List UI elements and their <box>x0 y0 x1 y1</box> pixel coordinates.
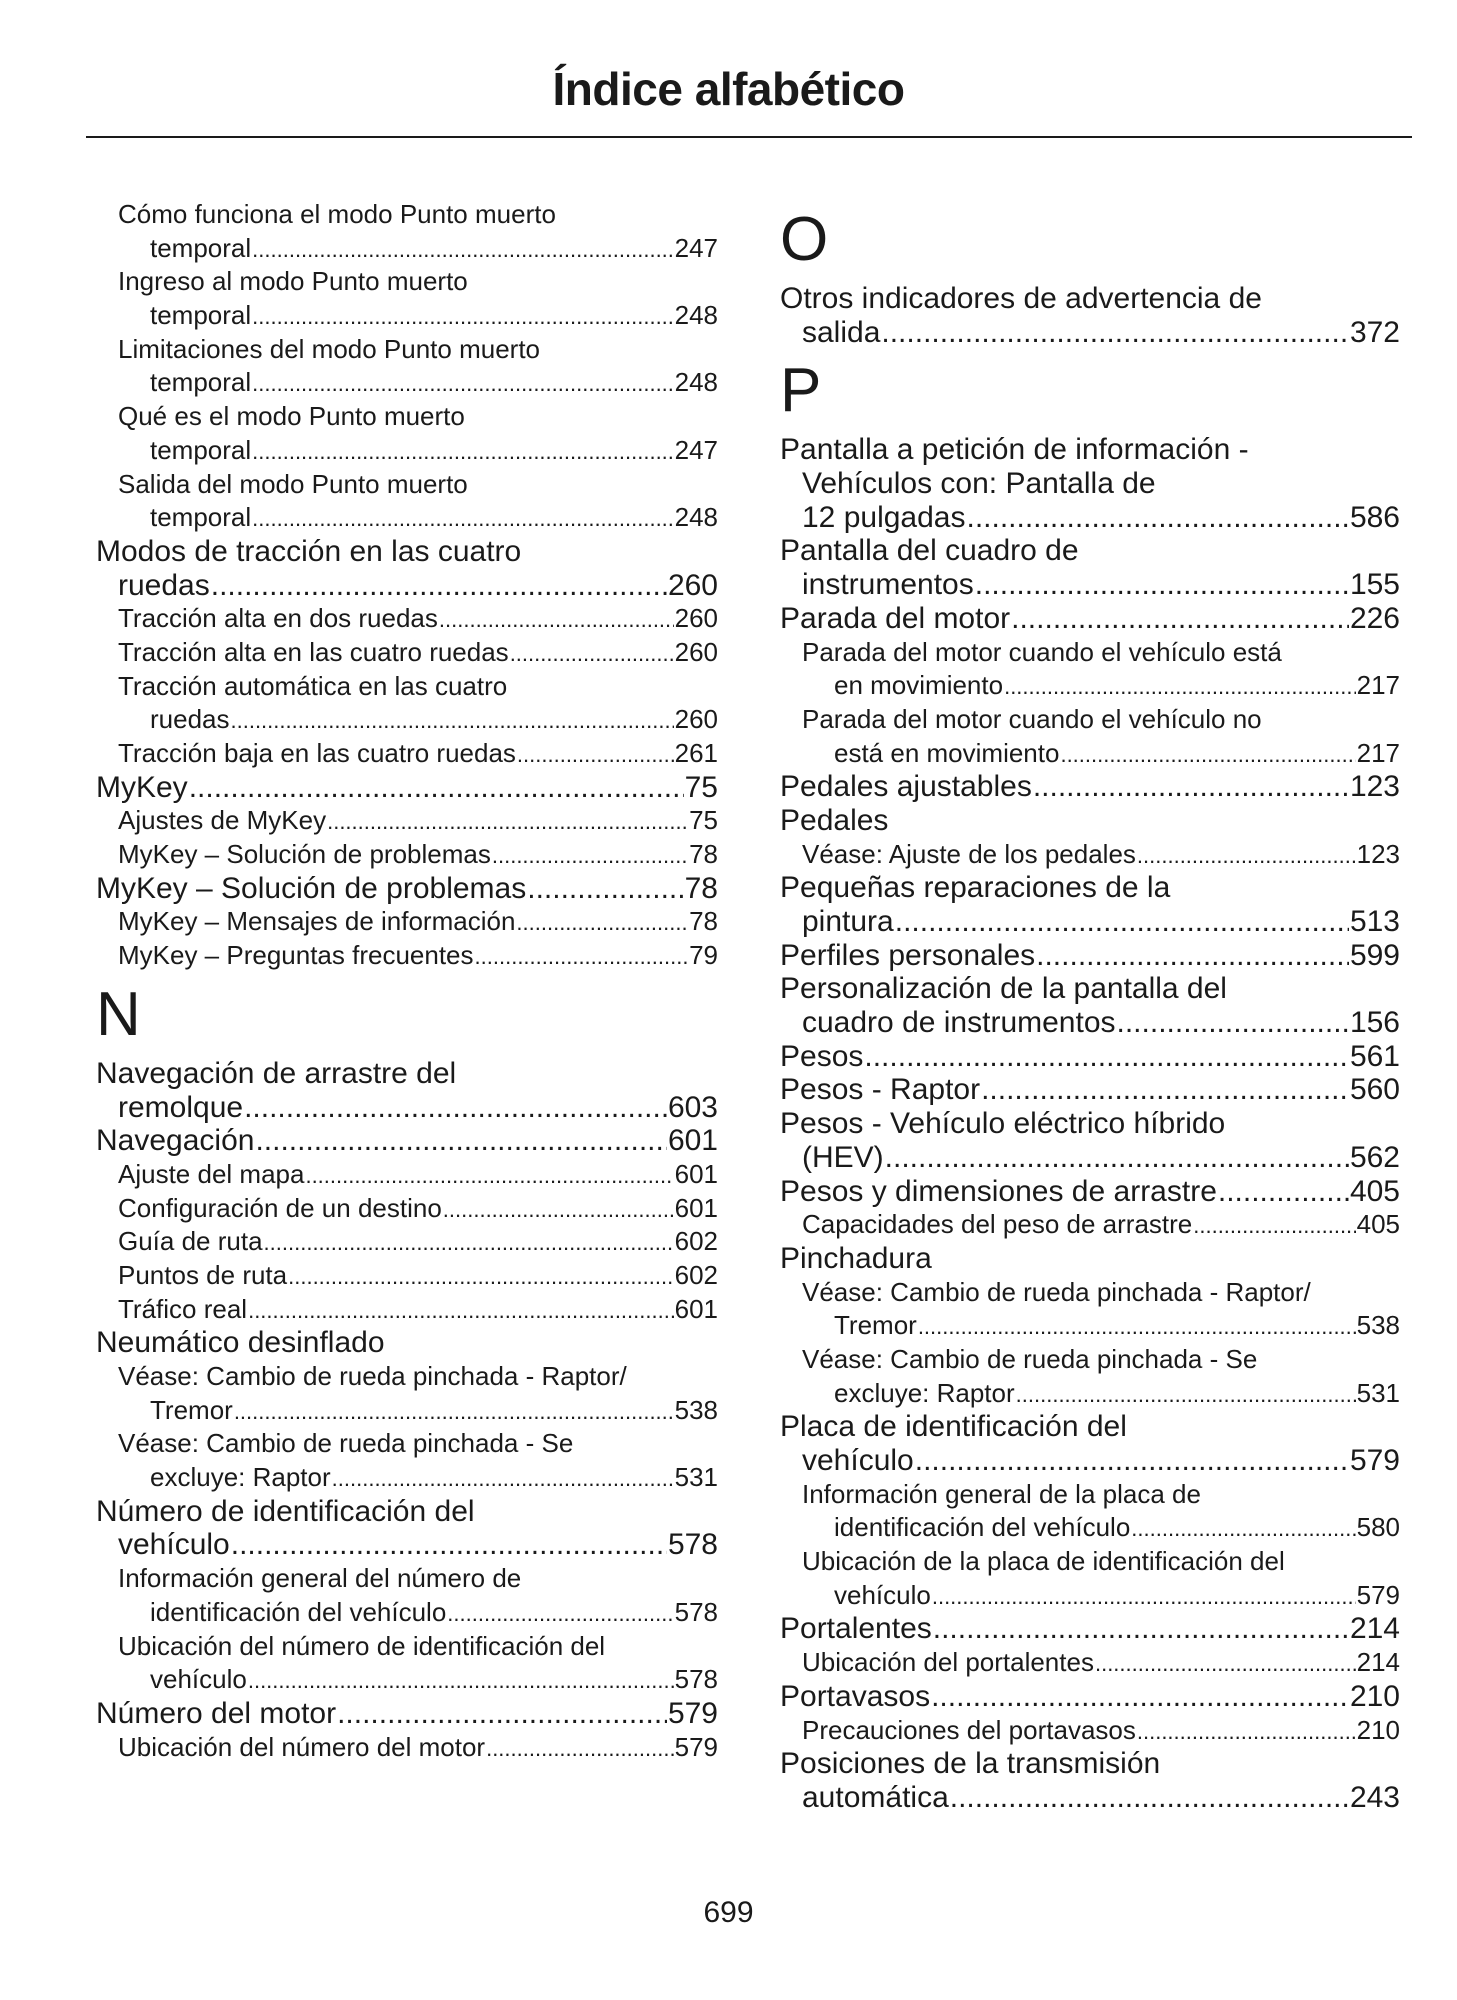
entry-text: Número del motor <box>96 1696 337 1730</box>
dot-leader <box>881 316 1349 350</box>
title-divider <box>86 136 1412 138</box>
dot-leader <box>933 1612 1349 1646</box>
index-entry <box>780 1242 1400 1276</box>
entry-text: Tracción baja en las cuatro ruedas <box>118 738 516 768</box>
entry-page-number: 248 <box>674 502 718 533</box>
dot-leader <box>931 1680 1349 1714</box>
entry-text: excluye: Raptor <box>150 1462 331 1493</box>
entry-text: Salida del modo Punto muerto <box>118 468 468 499</box>
dot-leader <box>1193 1208 1355 1243</box>
entry-text: Placa de identificación del <box>780 1410 1127 1444</box>
index-subentry <box>780 1444 1400 1478</box>
index-subentry <box>96 737 718 771</box>
index-subentry <box>96 1528 718 1562</box>
entry-text: salida <box>802 315 881 349</box>
entry-page-number: 79 <box>689 940 718 971</box>
index-subentry <box>780 636 1400 670</box>
index-subentry <box>96 1630 718 1664</box>
dot-leader <box>1016 1377 1356 1412</box>
entry-page-number: 214 <box>1356 1647 1400 1678</box>
dot-leader <box>895 905 1349 939</box>
dot-leader <box>231 703 674 738</box>
entry-text: Pesos - Vehículo eléctrico híbrido <box>780 1107 1226 1141</box>
index-entry <box>780 1612 1400 1646</box>
entry-page-number: 578 <box>667 1528 718 1562</box>
entry-text: Véase: Cambio de rueda pinchada - Se <box>802 1343 1258 1374</box>
entry-text: (HEV) <box>802 1140 884 1174</box>
entry-text: Tracción alta en las cuatro ruedas <box>118 636 509 667</box>
dot-leader <box>231 1528 667 1562</box>
page-title: Índice alfabético <box>552 63 905 115</box>
index-subentry <box>96 400 718 434</box>
entry-page-number: 562 <box>1349 1140 1400 1174</box>
entry-text: Portavasos <box>780 1679 931 1713</box>
index-subentry <box>96 804 718 838</box>
dot-leader <box>1117 1006 1349 1040</box>
entry-page-number: 601 <box>667 1124 718 1158</box>
entry-text: Guía de ruta <box>118 1226 263 1257</box>
entry-text: Ajustes de MyKey <box>118 805 327 836</box>
entry-text: instrumentos <box>802 568 974 602</box>
entry-page-number: 561 <box>1349 1039 1400 1073</box>
index-subentry <box>96 569 718 603</box>
index-subentry <box>780 1478 1400 1512</box>
dot-leader <box>252 232 673 267</box>
entry-text: Pantalla a petición de información - <box>780 433 1249 467</box>
entry-page-number: 123 <box>1349 770 1400 804</box>
dot-leader <box>211 569 667 603</box>
index-entry <box>780 433 1400 467</box>
entry-text: vehículo <box>118 1528 230 1562</box>
index-subentry <box>780 568 1400 602</box>
entry-text: MyKey – Solución de problemas <box>118 839 491 870</box>
index-subentry <box>780 1276 1400 1310</box>
index-entry <box>96 1697 718 1731</box>
dot-leader <box>486 1731 674 1766</box>
entry-text: Limitaciones del modo Punto muerto <box>118 333 541 364</box>
dot-leader <box>255 1124 667 1158</box>
dot-leader <box>516 905 688 940</box>
entry-text: Véase: Cambio de rueda pinchada - Raptor/ <box>802 1276 1311 1307</box>
entry-page-number: 599 <box>1349 938 1400 972</box>
entry-page-number: 78 <box>684 871 718 905</box>
dot-leader <box>443 1192 674 1227</box>
index-subentry <box>780 501 1400 535</box>
entry-text: Portalentes <box>780 1612 932 1646</box>
entry-page-number: 603 <box>667 1090 718 1124</box>
index-subentry <box>780 703 1400 737</box>
index-subentry <box>96 1091 718 1125</box>
entry-text: Pequeñas reparaciones de la <box>780 871 1171 905</box>
entry-text: Pedales <box>780 803 889 837</box>
index-subentry <box>780 838 1400 872</box>
index-subentry <box>96 1461 718 1495</box>
dot-leader <box>264 1225 674 1260</box>
index-subentry <box>96 1158 718 1192</box>
dot-leader <box>252 299 673 334</box>
dot-leader <box>305 1158 673 1193</box>
dot-leader <box>475 939 689 974</box>
index-subentry <box>780 1579 1400 1613</box>
page-number: 699 <box>703 1896 754 1929</box>
entry-text: Parada del motor cuando el vehículo no <box>802 703 1262 734</box>
entry-text: vehículo <box>150 1664 247 1695</box>
entry-text: Configuración de un destino <box>118 1192 442 1223</box>
index-subentry <box>96 1596 718 1630</box>
entry-page-number: 210 <box>1356 1714 1400 1745</box>
section-letter: N <box>96 979 141 1049</box>
index-subentry <box>780 1545 1400 1579</box>
index-entry <box>780 1073 1400 1107</box>
dot-leader <box>1033 770 1349 804</box>
entry-text: Ubicación del número de identificación del <box>118 1630 606 1661</box>
entry-text: temporal <box>150 367 252 398</box>
index-subentry <box>96 501 718 535</box>
entry-page-number: 560 <box>1349 1073 1400 1107</box>
dot-leader <box>327 804 688 839</box>
entry-page-number: 248 <box>674 367 718 398</box>
entry-page-number: 247 <box>674 434 718 465</box>
dot-leader <box>1060 737 1355 772</box>
entry-text: Navegación <box>96 1124 255 1158</box>
entry-page-number: 538 <box>674 1394 718 1425</box>
dot-leader <box>975 568 1349 602</box>
index-subentry <box>96 1427 718 1461</box>
index-entry <box>780 1040 1400 1074</box>
entry-text: Ubicación del portalentes <box>802 1647 1094 1678</box>
entry-text: Véase: Cambio de rueda pinchada - Raptor/ <box>118 1361 627 1391</box>
dot-leader <box>1011 602 1349 636</box>
entry-page-number: 531 <box>1356 1377 1400 1408</box>
index-subentry <box>96 468 718 502</box>
index-subentry <box>780 737 1400 771</box>
section-letter: P <box>780 356 822 426</box>
index-subentry <box>96 602 718 636</box>
index-subentry <box>780 1208 1400 1242</box>
index-subentry <box>96 838 718 872</box>
entry-page-number: 602 <box>674 1226 718 1257</box>
entry-text: Tráfico real <box>118 1293 248 1324</box>
dot-leader <box>1095 1646 1356 1681</box>
entry-text: Perfiles personales <box>780 938 1036 972</box>
entry-text: en movimiento <box>834 670 1004 701</box>
entry-text: Número de identificación del <box>96 1494 475 1528</box>
entry-text: Navegación de arrastre del <box>96 1056 457 1090</box>
entry-text: identificación del vehículo <box>150 1596 447 1627</box>
entry-text: ruedas <box>150 704 230 735</box>
entry-text: Ubicación de la placa de identificación del <box>802 1546 1285 1577</box>
entry-page-number: 579 <box>674 1731 718 1762</box>
dot-leader <box>918 1309 1356 1344</box>
dot-leader <box>1036 939 1349 973</box>
index-entry <box>780 1680 1400 1714</box>
index-column-right <box>780 198 1400 1815</box>
index-subentry <box>780 1006 1400 1040</box>
entry-page-number: 217 <box>1356 670 1400 701</box>
dot-leader <box>915 1444 1349 1478</box>
index-entry <box>96 1057 718 1091</box>
index-subentry <box>780 1309 1400 1343</box>
dot-leader <box>337 1697 667 1731</box>
index-entry <box>96 771 718 805</box>
index-subentry <box>96 333 718 367</box>
entry-text: Pantalla del cuadro de <box>780 534 1079 568</box>
index-entry <box>96 1495 718 1529</box>
entry-page-number: 531 <box>674 1462 718 1493</box>
entry-text: Pesos - Raptor <box>780 1073 981 1107</box>
entry-text: Ubicación del número del motor <box>118 1731 486 1762</box>
entry-text: MyKey <box>96 770 188 804</box>
entry-page-number: 580 <box>1356 1512 1400 1543</box>
index-subentry <box>96 636 718 670</box>
index-subentry <box>96 1731 718 1765</box>
entry-text: ruedas <box>118 568 210 602</box>
entry-text: Qué es el modo Punto muerto <box>118 401 465 432</box>
entry-text: Pinchadura <box>780 1241 932 1275</box>
dot-leader <box>248 1663 674 1698</box>
dot-leader <box>248 1293 674 1328</box>
index-subentry <box>96 1360 718 1394</box>
index-subentry <box>96 366 718 400</box>
entry-page-number: 123 <box>1356 838 1400 869</box>
entry-text: temporal <box>150 434 252 465</box>
entry-text: Parada del motor cuando el vehículo está <box>802 636 1282 667</box>
entry-text: Véase: Ajuste de los pedales <box>802 838 1136 869</box>
index-subentry <box>96 1394 718 1428</box>
dot-leader <box>966 501 1348 535</box>
index-entry <box>780 804 1400 838</box>
dot-leader <box>1004 669 1356 704</box>
entry-text: Cómo funciona el modo Punto muerto <box>118 199 556 229</box>
index-entry <box>96 535 718 569</box>
index-subentry <box>96 1259 718 1293</box>
dot-leader <box>244 1091 667 1125</box>
index-subentry <box>96 939 718 973</box>
entry-page-number: 247 <box>674 232 718 263</box>
dot-leader <box>1137 1714 1356 1749</box>
entry-text: Capacidades del peso de arrastre <box>802 1209 1193 1240</box>
entry-page-number: 601 <box>674 1293 718 1324</box>
entry-text: MyKey – Preguntas frecuentes <box>118 940 474 971</box>
index-subentry <box>96 703 718 737</box>
index-entry <box>780 282 1400 316</box>
dot-leader <box>1137 838 1356 873</box>
index-subentry <box>96 1225 718 1259</box>
index-subentry <box>780 1343 1400 1377</box>
entry-page-number: 214 <box>1349 1612 1400 1646</box>
entry-page-number: 372 <box>1349 315 1400 349</box>
entry-text: pintura <box>802 905 894 938</box>
dot-leader <box>439 602 674 637</box>
index-entry <box>96 872 718 906</box>
index-entry <box>780 1107 1400 1141</box>
index-subentry <box>96 198 718 232</box>
index-subentry <box>96 232 718 266</box>
dot-leader <box>517 737 674 772</box>
entry-page-number: 75 <box>684 770 718 804</box>
dot-leader <box>510 636 674 671</box>
entry-page-number: 405 <box>1349 1174 1400 1208</box>
entry-page-number: 601 <box>674 1192 718 1223</box>
dot-leader <box>234 1394 674 1429</box>
entry-text: Puntos de ruta <box>118 1259 288 1290</box>
entry-text: temporal <box>150 232 252 263</box>
entry-text: cuadro de instrumentos <box>802 1006 1116 1040</box>
entry-page-number: 226 <box>1349 601 1400 635</box>
entry-page-number: 248 <box>674 300 718 331</box>
dot-leader <box>288 1259 673 1294</box>
index-subentry <box>96 1663 718 1697</box>
entry-page-number: 579 <box>1349 1444 1400 1477</box>
entry-text: Pesos y dimensiones de arrastre <box>780 1174 1217 1208</box>
entry-page-number: 586 <box>1349 500 1400 534</box>
entry-page-number: 210 <box>1349 1679 1400 1713</box>
dot-leader <box>189 771 684 805</box>
index-subentry <box>780 1141 1400 1175</box>
entry-text: Parada del motor <box>780 601 1011 635</box>
entry-page-number: 260 <box>674 603 718 634</box>
index-subentry <box>780 669 1400 703</box>
entry-text: identificación del vehículo <box>834 1512 1131 1543</box>
dot-leader <box>932 1579 1356 1614</box>
index-entry <box>780 972 1400 1006</box>
entry-text: Otros indicadores de advertencia de <box>780 282 1262 315</box>
index-entry <box>96 1124 718 1158</box>
dot-leader <box>332 1461 674 1496</box>
index-entry <box>780 602 1400 636</box>
section-letter: O <box>780 205 829 274</box>
dot-leader <box>981 1073 1349 1107</box>
entry-page-number: 513 <box>1349 905 1400 938</box>
dot-leader <box>492 838 688 873</box>
entry-text: remolque <box>118 1090 244 1124</box>
entry-text: Personalización de la pantalla del <box>780 972 1227 1006</box>
entry-text: temporal <box>150 502 252 533</box>
index-entry <box>780 871 1400 905</box>
dot-leader <box>864 1040 1349 1074</box>
index-subentry <box>780 1646 1400 1680</box>
entry-page-number: 602 <box>674 1259 718 1290</box>
entry-page-number: 78 <box>689 839 718 870</box>
index-subentry <box>780 316 1400 350</box>
index-entry <box>780 939 1400 973</box>
entry-text: Tracción alta en dos ruedas <box>118 603 438 634</box>
entry-page-number: 578 <box>674 1596 718 1627</box>
index-subentry <box>96 265 718 299</box>
entry-text: Ingreso al modo Punto muerto <box>118 266 468 297</box>
index-entry <box>780 1747 1400 1781</box>
index-subentry <box>96 1192 718 1226</box>
entry-page-number: 578 <box>674 1664 718 1695</box>
index-subentry <box>96 670 718 704</box>
dot-leader <box>252 501 673 536</box>
entry-text: Pesos <box>780 1039 864 1073</box>
dot-leader <box>1131 1511 1355 1546</box>
dot-leader <box>447 1596 673 1631</box>
entry-text: Tremor <box>834 1310 917 1341</box>
entry-page-number: 579 <box>667 1696 718 1730</box>
dot-leader <box>252 366 673 401</box>
entry-text: Véase: Cambio de rueda pinchada - Se <box>118 1428 574 1459</box>
entry-text: Pedales ajustables <box>780 770 1032 804</box>
entry-page-number: 260 <box>667 568 718 602</box>
entry-text: vehículo <box>802 1444 914 1477</box>
index-subentry <box>780 1781 1400 1815</box>
entry-page-number: 75 <box>689 805 718 836</box>
index-subentry <box>96 905 718 939</box>
dot-leader <box>252 434 673 469</box>
entry-page-number: 260 <box>674 704 718 735</box>
entry-text: temporal <box>150 300 252 331</box>
entry-text: MyKey – Mensajes de información <box>118 906 516 937</box>
entry-text: 12 pulgadas <box>802 500 966 534</box>
index-subentry <box>780 1377 1400 1411</box>
entry-text: Ajuste del mapa <box>118 1158 305 1189</box>
entry-page-number: 601 <box>674 1158 718 1189</box>
entry-text: Neumático desinflado <box>96 1326 385 1360</box>
entry-text: Modos de tracción en las cuatro <box>96 534 522 568</box>
entry-page-number: 217 <box>1356 737 1400 768</box>
entry-text: MyKey – Solución de problemas <box>96 871 527 905</box>
index-entry <box>780 770 1400 804</box>
entry-page-number: 260 <box>674 636 718 667</box>
entry-text: Tremor <box>150 1394 233 1425</box>
index-subentry <box>96 1293 718 1327</box>
index-subentry <box>780 905 1400 939</box>
dot-leader <box>950 1781 1349 1815</box>
entry-text: Tracción automática en las cuatro <box>118 670 508 701</box>
entry-page-number: 155 <box>1349 568 1400 602</box>
entry-page-number: 78 <box>689 906 718 937</box>
dot-leader <box>885 1141 1349 1175</box>
index-subentry <box>780 1714 1400 1748</box>
entry-page-number: 538 <box>1356 1310 1400 1341</box>
index-entry <box>780 1175 1400 1209</box>
index-entry <box>780 534 1400 568</box>
index-entry <box>96 1326 718 1360</box>
index-subentry <box>780 1511 1400 1545</box>
entry-text: automática <box>802 1780 949 1814</box>
entry-text: Vehículos con: Pantalla de <box>802 467 1156 501</box>
entry-text: excluye: Raptor <box>834 1377 1015 1408</box>
entry-page-number: 243 <box>1349 1780 1400 1814</box>
entry-text: Información general de la placa de <box>802 1478 1201 1509</box>
index-subentry <box>96 299 718 333</box>
index-entry <box>780 1410 1400 1444</box>
entry-text: Precauciones del portavasos <box>802 1714 1136 1745</box>
entry-page-number: 156 <box>1349 1006 1400 1040</box>
dot-leader <box>527 872 683 906</box>
entry-page-number: 579 <box>1356 1579 1400 1610</box>
entry-page-number: 405 <box>1356 1209 1400 1240</box>
entry-page-number: 261 <box>674 738 718 768</box>
index-subentry <box>96 434 718 468</box>
entry-text: Información general del número de <box>118 1563 522 1594</box>
entry-text: está en movimiento <box>834 737 1060 768</box>
index-subentry <box>780 467 1400 501</box>
entry-text: vehículo <box>834 1579 931 1610</box>
entry-text: Posiciones de la transmisión <box>780 1747 1161 1781</box>
index-subentry <box>96 1562 718 1596</box>
index-column-left <box>96 198 718 1764</box>
dot-leader <box>1218 1175 1349 1209</box>
